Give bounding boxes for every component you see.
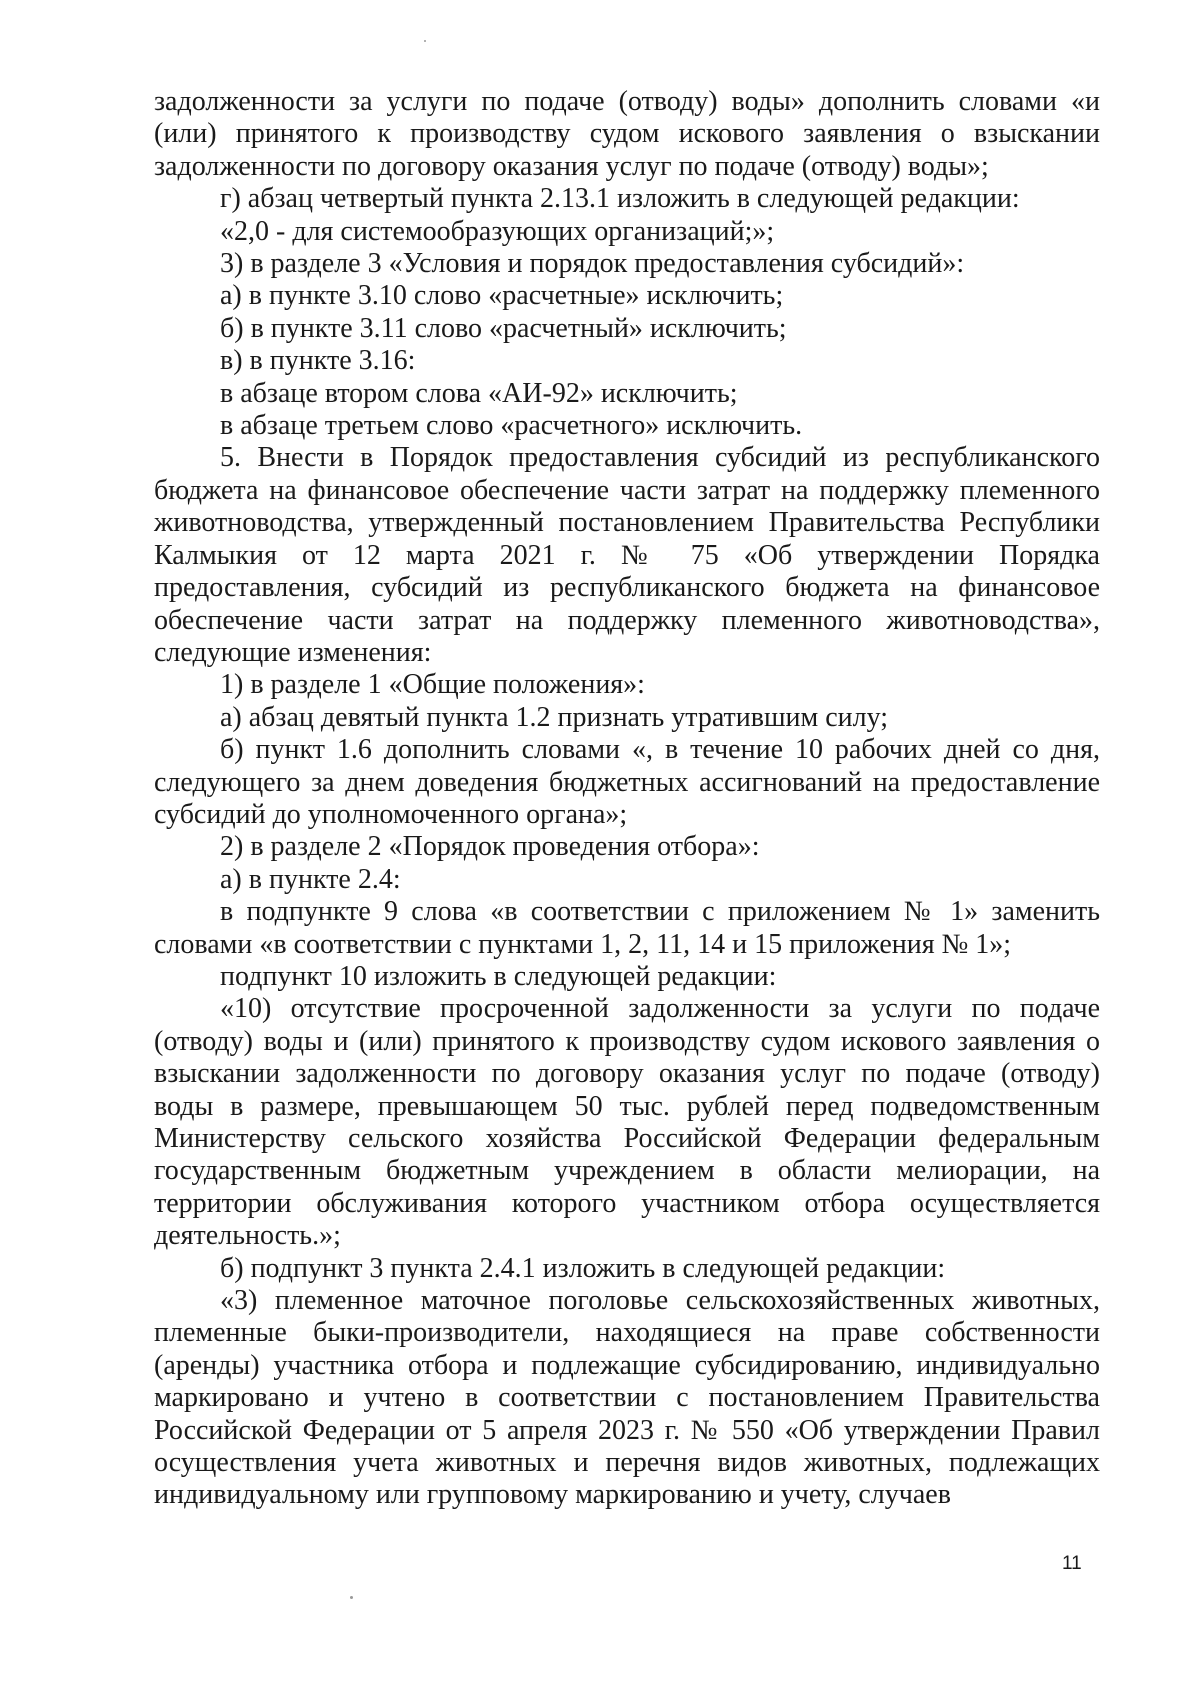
- page-number: 11: [1062, 1553, 1082, 1574]
- paragraph-subpoint-10: подпункт 10 изложить в следующей редакции:: [220, 960, 777, 992]
- paragraph-item-b-3-11: б) в пункте 3.11 слово «расчетный» исключить;: [220, 312, 787, 344]
- paragraph-item-b-1-6: б) пункт 1.6 дополнить словами «, в течение 10 рабочих дней со дня, следующего за днем доведения бюджетных ассигнований на предоставление субсидий до уполномоченного органа»;: [154, 734, 1100, 830]
- document-body: [154, 86, 1100, 1512]
- paragraph-item-a-2-4: а) в пункте 2.4:: [220, 863, 401, 895]
- paragraph-quote-3: «3) племенное маточное поголовье сельскохозяйственных животных, племенные быки-производители, находящиеся на праве собственности (аренды) участника отбора и подлежащие субсидированию, индивидуально маркировано и учтено в соответствии с постановлением Правительства Российской Федерации от 5 апреля 2023 г. № 550 «Об утверждении Правил осуществления учета животных и перечня видов животных, подлежащих индивидуальному или групповому маркированию и учету, случаев: [154, 1285, 1100, 1511]
- scan-artifact-dot: [424, 40, 426, 42]
- paragraph-item-a-1-2: а) абзац девятый пункта 1.2 признать утратившим силу;: [220, 701, 889, 733]
- paragraph-item-v-3-16: в) в пункте 3.16:: [220, 345, 416, 377]
- paragraph-section-1: 1) в разделе 1 «Общие положения»:: [220, 669, 645, 701]
- paragraph-abzac-second: в абзаце втором слова «АИ-92» исключить;: [220, 377, 738, 409]
- paragraph-section-3: 3) в разделе 3 «Условия и порядок предоставления субсидий»:: [220, 248, 965, 280]
- paragraph-item-g: г) абзац четвертый пункта 2.13.1 изложить в следующей редакции:: [220, 183, 1020, 215]
- scan-artifact-dot: [350, 1596, 353, 1599]
- paragraph-point-5: 5. Внести в Порядок предоставления субсидий из республиканского бюджета на финансовое обеспечение части затрат на поддержку племенного животноводства, утвержденный постановлением Правительства Республики Калмыкия от 12 марта 2021 г. № 75 «Об утверждении Порядка предоставления, субсидий из республиканского бюджета на финансовое обеспечение части затрат на поддержку племенного животноводства», следующие изменения:: [154, 442, 1100, 668]
- paragraph-item-a-3-10: а) в пункте 3.10 слово «расчетные» исключить;: [220, 280, 784, 312]
- paragraph-quote-value: «2,0 - для системообразующих организаций;»;: [220, 215, 775, 247]
- paragraph-continuation: задолженности за услуги по подаче (отводу) воды» дополнить словами «и (или) принятого к производству судом искового заявления о взыскании задолженности по договору оказания услуг по подаче (отводу) воды»;: [154, 86, 1100, 182]
- paragraph-abzac-third: в абзаце третьем слово «расчетного» исключить.: [220, 410, 803, 442]
- paragraph-quote-10: «10) отсутствие просроченной задолженности за услуги по подаче (отводу) воды и (или) принятого к производству судом искового заявления о взыскании задолженности по договору оказания услуг по подаче (отводу) воды в размере, превышающем 50 тыс. рублей перед подведомственным Министерству сельского хозяйства Российской Федерации федеральным государственным бюджетным учреждением в области мелиорации, на территории обслуживания которого участником отбора осуществляется деятельность.»;: [154, 993, 1100, 1252]
- paragraph-subpoint-9: в подпункте 9 слова «в соответствии с приложением № 1» заменить словами «в соответствии с пунктами 1, 2, 11, 14 и 15 приложения № 1»;: [154, 896, 1100, 960]
- paragraph-item-b-2-4-1: б) подпункт 3 пункта 2.4.1 изложить в следующей редакции:: [220, 1252, 946, 1284]
- paragraph-section-2: 2) в разделе 2 «Порядок проведения отбора»:: [220, 831, 760, 863]
